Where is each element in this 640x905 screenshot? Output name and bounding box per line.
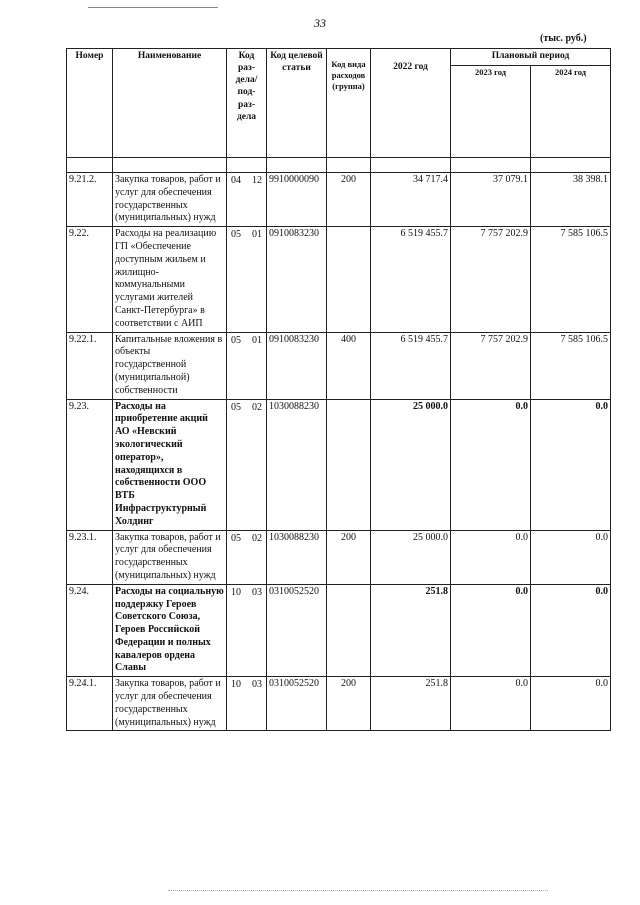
row-2023: 7 757 202.9 — [451, 227, 531, 332]
row-section-code — [227, 584, 267, 677]
header-2024: 2024 год — [531, 66, 611, 158]
row-2023: 0.0 — [451, 530, 531, 584]
row-number: 9.23. — [67, 399, 113, 530]
row-section-code — [227, 677, 267, 731]
row-section-code — [227, 530, 267, 584]
row-name: Закупка товаров, работ и услуг для обеспечения государственных (муниципальных) нужд — [113, 677, 227, 731]
spacer-row — [67, 158, 611, 173]
subsection-code: 03 — [252, 679, 262, 691]
section-code: 05 — [231, 229, 241, 241]
header-target: Код целевой статьи — [267, 49, 327, 158]
table-row — [67, 530, 611, 584]
section-code: 04 — [231, 175, 241, 186]
row-2024: 0.0 — [531, 530, 611, 584]
row-2022: 25 000.0 — [371, 399, 451, 530]
row-expense-code: 200 — [327, 677, 371, 731]
row-number: 9.22. — [67, 227, 113, 332]
row-name: Расходы на социальную поддержку Героев Советского Союза, Героев Российской Федерации и полных кавалеров ордена Славы — [113, 584, 227, 677]
subsection-code: 02 — [252, 401, 262, 413]
row-section-code — [227, 332, 267, 399]
subsection-code: 02 — [252, 532, 262, 544]
header-planned: Плановый период — [451, 49, 611, 66]
row-2023: 0.0 — [451, 584, 531, 677]
row-target-code: 0910083230 — [267, 332, 327, 399]
row-target-code: 0910083230 — [267, 227, 327, 332]
row-2024: 38 398.1 — [531, 173, 611, 227]
header-name: Наименование — [113, 49, 227, 158]
row-2023: 0.0 — [451, 677, 531, 731]
table-row — [67, 332, 611, 399]
row-section-code — [227, 173, 267, 227]
row-2024: 7 585 106.5 — [531, 227, 611, 332]
row-2024: 7 585 106.5 — [531, 332, 611, 399]
row-target-code: 0310052520 — [267, 584, 327, 677]
header-2022: 2022 год — [371, 49, 451, 158]
row-2022: 6 519 455.7 — [371, 332, 451, 399]
table-row — [67, 399, 611, 530]
row-expense-code: 400 — [327, 332, 371, 399]
row-2023: 37 079.1 — [451, 173, 531, 227]
header-section: Код раз- дела/ под- раз- дела — [227, 49, 267, 158]
row-expense-code — [327, 584, 371, 677]
row-2022: 251.8 — [371, 584, 451, 677]
table-row — [67, 584, 611, 677]
header-row — [67, 49, 611, 66]
row-2024: 0.0 — [531, 584, 611, 677]
subsection-code: 01 — [252, 334, 262, 346]
row-expense-code: 200 — [327, 173, 371, 227]
bottom-scan-marks — [168, 890, 548, 891]
row-section-code — [227, 399, 267, 530]
row-name: Капитальные вложения в объекты государственной (муниципальной) собственности — [113, 332, 227, 399]
section-code: 05 — [231, 401, 241, 413]
row-expense-code: 200 — [327, 530, 371, 584]
row-number: 9.24.1. — [67, 677, 113, 731]
row-number: 9.23.1. — [67, 530, 113, 584]
top-rule — [88, 7, 218, 8]
row-2024: 0.0 — [531, 677, 611, 731]
row-name: Расходы на реализацию ГП «Обеспечение доступным жильем и жилищно-коммунальными услугами жителей Санкт-Петербурга» в соответствии с АИП — [113, 227, 227, 332]
header-expense: Код вида расходов (группа) — [327, 49, 371, 158]
subsection-code: 12 — [252, 175, 262, 186]
table-row — [67, 173, 611, 227]
subsection-code: 01 — [252, 229, 262, 241]
row-target-code: 1030088230 — [267, 530, 327, 584]
row-target-code: 1030088230 — [267, 399, 327, 530]
row-number: 9.24. — [67, 584, 113, 677]
row-target-code: 9910000090 — [267, 173, 327, 227]
subsection-code: 03 — [252, 586, 262, 598]
section-code: 10 — [231, 586, 241, 598]
row-name: Расходы на приобретение акций АО «Невский экологический оператор», находящихся в собственности ООО ВТБ Инфраструктурный Холдинг — [113, 399, 227, 530]
row-2022: 25 000.0 — [371, 530, 451, 584]
row-2022: 6 519 455.7 — [371, 227, 451, 332]
row-name: Закупка товаров, работ и услуг для обеспечения государственных (муниципальных) нужд — [113, 173, 227, 227]
row-expense-code — [327, 399, 371, 530]
row-section-code — [227, 227, 267, 332]
header-number: Номер — [67, 49, 113, 158]
header-2023: 2023 год — [451, 66, 531, 158]
section-code: 05 — [231, 532, 241, 544]
row-number: 9.21.2. — [67, 173, 113, 227]
row-target-code: 0310052520 — [267, 677, 327, 731]
section-code: 05 — [231, 334, 241, 346]
page-number: 33 — [314, 16, 326, 30]
table-row — [67, 677, 611, 731]
row-expense-code — [327, 227, 371, 332]
table-row — [67, 227, 611, 332]
row-2022: 251.8 — [371, 677, 451, 731]
section-code: 10 — [231, 679, 241, 691]
row-number: 9.22.1. — [67, 332, 113, 399]
budget-table — [66, 48, 611, 731]
row-2023: 0.0 — [451, 399, 531, 530]
units-label: (тыс. руб.) — [540, 33, 587, 44]
row-2024: 0.0 — [531, 399, 611, 530]
row-2023: 7 757 202.9 — [451, 332, 531, 399]
row-name: Закупка товаров, работ и услуг для обеспечения государственных (муниципальных) нужд — [113, 530, 227, 584]
row-2022: 34 717.4 — [371, 173, 451, 227]
